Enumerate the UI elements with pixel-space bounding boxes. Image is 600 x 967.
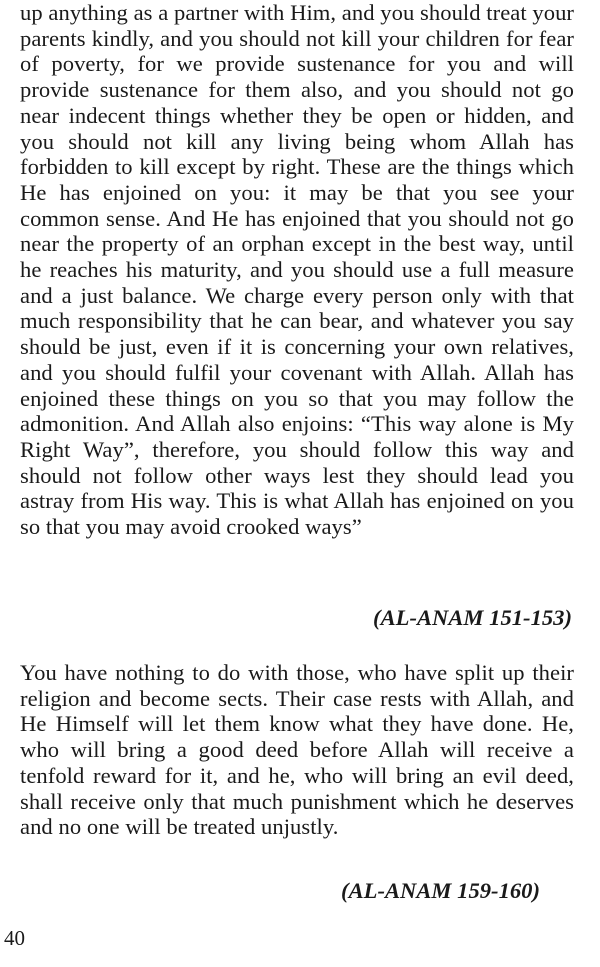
body-paragraph: up anything as a partner with Him, and you should treat your parents kindly, and you should not kill your children for fear of poverty, for we provide sustenance for you and will provide sustenance for them also, and you should not go near indecent things whether they be open or hidden, and you should not kill any living being whom Allah has forbidden to kill except by right. These are the things which He has enjoined on you: it may be that you see your common sense. And He has enjoined that you should not go near the property of an orphan except in the best way, until he reaches his maturity, and you should use a full measure and a just balance. We charge every person only with that much responsibility that he can bear, and whatever you say should be just, even if it is concerning your own relatives, and you should fulfil your covenant with Allah. Allah has enjoined these things on you so that you may follow the admonition. And Allah also enjoins: “This way alone is My Right Way”, therefore, you should follow this way and should not follow other ways lest they should lead you astray from His way. This is what Allah has enjoined on you so that you may avoid crooked ways” [20, 0, 574, 540]
body-paragraph: You have nothing to do with those, who have split up their religion and become sects. Their case rests with Allah, and He Himself will let them know what they have done. He, who will bring a good deed before Allah will receive a tenfold reward for it, and he, who will bring an evil deed, shall receive only that much punishment which he deserves and no one will be treated unjustly. [20, 660, 574, 840]
verse-citation: (AL-ANAM 159-160) [341, 878, 540, 903]
verse-citation: (AL-ANAM 151-153) [373, 605, 572, 630]
page-number: 40 [4, 926, 25, 950]
